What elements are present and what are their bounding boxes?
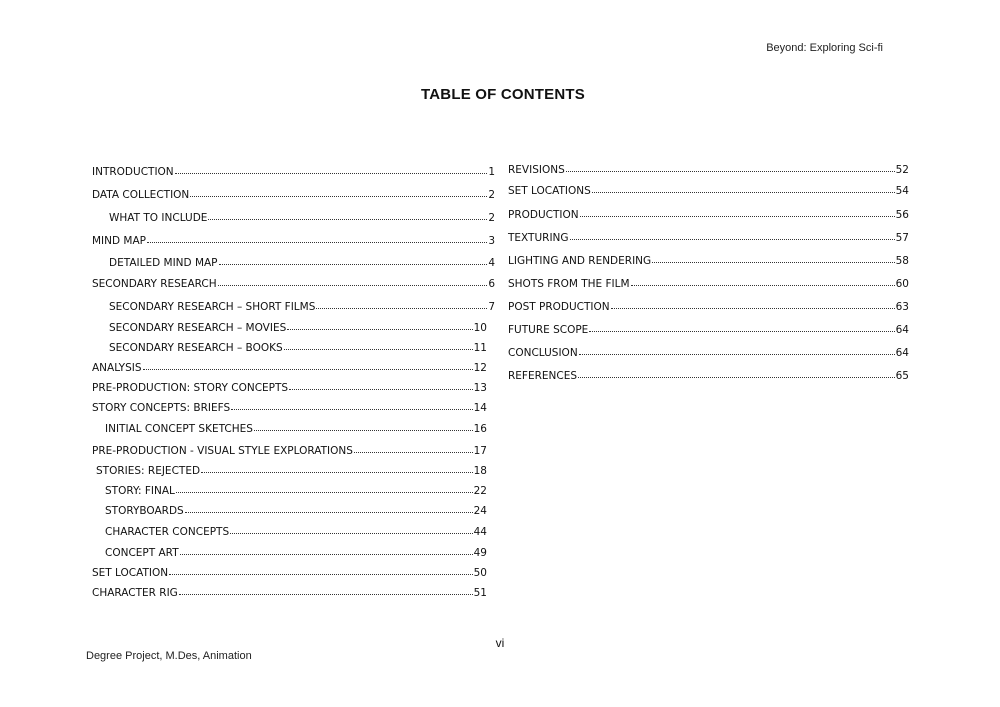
toc-leader — [289, 379, 473, 390]
toc-leader — [566, 161, 895, 172]
toc-entry-page: 64 — [895, 347, 909, 359]
toc-entry[interactable] — [92, 187, 495, 202]
toc-leader — [284, 339, 473, 350]
toc-entry-label: CONCEPT ART — [105, 547, 179, 559]
toc-entry-page: 63 — [895, 301, 909, 313]
toc-entry-label: SECONDARY RESEARCH – BOOKS — [109, 342, 283, 354]
toc-leader — [316, 298, 487, 309]
toc-leader — [208, 209, 487, 220]
toc-leader — [143, 359, 473, 370]
toc-entry[interactable] — [92, 585, 487, 600]
toc-entry[interactable] — [508, 162, 909, 177]
toc-entry[interactable] — [508, 368, 909, 383]
toc-entry-label: CONCLUSION — [508, 347, 578, 359]
toc-leader — [589, 321, 894, 332]
toc-entry[interactable] — [508, 207, 909, 222]
toc-entry[interactable] — [109, 299, 495, 314]
running-footer: Degree Project, M.Des, Animation — [86, 650, 252, 662]
toc-leader — [631, 275, 895, 286]
toc-entry[interactable] — [508, 322, 909, 337]
toc-entry-page: 58 — [895, 255, 909, 267]
toc-entry-label: TEXTURING — [508, 232, 569, 244]
toc-leader — [175, 163, 488, 174]
toc-entry[interactable] — [92, 164, 495, 179]
toc-entry-page: 10 — [473, 322, 487, 334]
toc-entry-label: DETAILED MIND MAP — [109, 257, 218, 269]
toc-entry-label: PRE-PRODUCTION - VISUAL STYLE EXPLORATIONS — [92, 445, 353, 457]
toc-leader — [611, 298, 895, 309]
toc-leader — [180, 544, 473, 555]
toc-entry-page: 52 — [895, 164, 909, 176]
toc-entry-label: SECONDARY RESEARCH – MOVIES — [109, 322, 287, 334]
toc-leader — [176, 482, 473, 493]
toc-entry-page: 51 — [473, 587, 487, 599]
toc-entry-label: LIGHTING AND RENDERING — [508, 255, 652, 267]
toc-entry[interactable] — [92, 233, 495, 248]
toc-entry-label: SECONDARY RESEARCH — [92, 278, 217, 290]
toc-entry-label: STORYBOARDS — [105, 505, 184, 517]
toc-entry-label: DATA COLLECTION — [92, 189, 190, 201]
toc-leader — [579, 344, 895, 355]
toc-entry-label: INITIAL CONCEPT SKETCHES — [105, 423, 253, 435]
toc-leader — [231, 399, 472, 410]
toc-leader — [230, 523, 473, 534]
toc-entry[interactable] — [92, 565, 487, 580]
toc-entry-label: CHARACTER CONCEPTS — [105, 526, 230, 538]
toc-entry[interactable] — [109, 210, 495, 225]
toc-entry-page: 50 — [473, 567, 487, 579]
toc-entry-page: 17 — [473, 445, 487, 457]
toc-leader — [219, 254, 488, 265]
toc-entry-label: MIND MAP — [92, 235, 147, 247]
page-title: TABLE OF CONTENTS — [421, 86, 585, 103]
toc-entry[interactable] — [92, 380, 487, 395]
toc-leader — [254, 420, 473, 431]
toc-entry-page: 60 — [895, 278, 909, 290]
toc-entry-label: PRODUCTION — [508, 209, 579, 221]
toc-leader — [570, 229, 895, 240]
toc-entry[interactable] — [508, 253, 909, 268]
toc-entry-page: 65 — [895, 370, 909, 382]
toc-leader — [169, 564, 473, 575]
toc-entry[interactable] — [96, 463, 487, 478]
toc-entry[interactable] — [92, 443, 487, 458]
toc-entry-page: 6 — [488, 278, 495, 290]
toc-entry-page: 13 — [473, 382, 487, 394]
running-header: Beyond: Exploring Sci-fi — [766, 42, 883, 54]
toc-entry-label: PRE-PRODUCTION: STORY CONCEPTS — [92, 382, 289, 394]
toc-entry-page: 3 — [488, 235, 495, 247]
toc-leader — [652, 252, 894, 263]
toc-entry-page: 57 — [895, 232, 909, 244]
toc-entry[interactable] — [109, 255, 495, 270]
toc-entry[interactable] — [105, 421, 487, 436]
toc-entry[interactable] — [508, 230, 909, 245]
toc-entry-label: STORIES: REJECTED — [96, 465, 201, 477]
toc-entry[interactable] — [105, 503, 487, 518]
toc-entry-page: 54 — [895, 185, 909, 197]
toc-entry-label: SET LOCATION — [92, 567, 169, 579]
toc-leader — [190, 186, 487, 197]
toc-entry-page: 12 — [473, 362, 487, 374]
toc-entry[interactable] — [508, 183, 909, 198]
toc-leader — [201, 462, 473, 473]
toc-leader — [578, 367, 895, 378]
toc-leader — [592, 182, 895, 193]
toc-entry-page: 64 — [895, 324, 909, 336]
toc-entry-page: 14 — [473, 402, 487, 414]
toc-entry-page: 44 — [473, 526, 487, 538]
toc-entry-page: 1 — [488, 166, 495, 178]
toc-entry[interactable] — [105, 545, 487, 560]
toc-entry-page: 18 — [473, 465, 487, 477]
toc-entry-page: 7 — [488, 301, 495, 313]
toc-entry[interactable] — [105, 524, 487, 539]
toc-entry[interactable] — [508, 276, 909, 291]
toc-entry-page: 11 — [473, 342, 487, 354]
toc-entry[interactable] — [508, 345, 909, 360]
toc-entry-label: CHARACTER RIG — [92, 587, 178, 599]
toc-leader — [287, 319, 472, 330]
toc-entry-label: SET LOCATIONS — [508, 185, 591, 197]
toc-leader — [354, 442, 473, 453]
toc-leader — [179, 584, 473, 595]
toc-entry[interactable] — [92, 400, 487, 415]
toc-entry-label: STORY: FINAL — [105, 485, 175, 497]
toc-entry-label: WHAT TO INCLUDE — [109, 212, 208, 224]
toc-leader — [580, 206, 895, 217]
toc-entry[interactable] — [92, 276, 495, 291]
toc-entry-page: 16 — [473, 423, 487, 435]
toc-entry-page: 4 — [488, 257, 495, 269]
toc-entry-page: 56 — [895, 209, 909, 221]
toc-entry-label: REVISIONS — [508, 164, 565, 176]
toc-entry-label: SECONDARY RESEARCH – SHORT FILMS — [109, 301, 316, 313]
toc-entry-label: REFERENCES — [508, 370, 578, 382]
toc-entry[interactable] — [508, 299, 909, 314]
toc-entry-label: STORY CONCEPTS: BRIEFS — [92, 402, 231, 414]
toc-entry-page: 49 — [473, 547, 487, 559]
toc-leader — [218, 275, 488, 286]
toc-entry[interactable] — [105, 483, 487, 498]
page-number: vi — [495, 636, 505, 650]
toc-entry[interactable] — [92, 360, 487, 375]
toc-entry-page: 2 — [488, 189, 495, 201]
toc-entry-page: 22 — [473, 485, 487, 497]
toc-entry-page: 24 — [473, 505, 487, 517]
toc-entry-label: ANALYSIS — [92, 362, 142, 374]
toc-entry-label: SHOTS FROM THE FILM — [508, 278, 630, 290]
toc-entry-page: 2 — [488, 212, 495, 224]
toc-entry-label: POST PRODUCTION — [508, 301, 610, 313]
toc-leader — [185, 502, 473, 513]
toc-entry-label: FUTURE SCOPE — [508, 324, 589, 336]
toc-entry-label: INTRODUCTION — [92, 166, 174, 178]
toc-entry[interactable] — [109, 340, 487, 355]
toc-entry[interactable] — [109, 320, 487, 335]
toc-leader — [147, 232, 487, 243]
